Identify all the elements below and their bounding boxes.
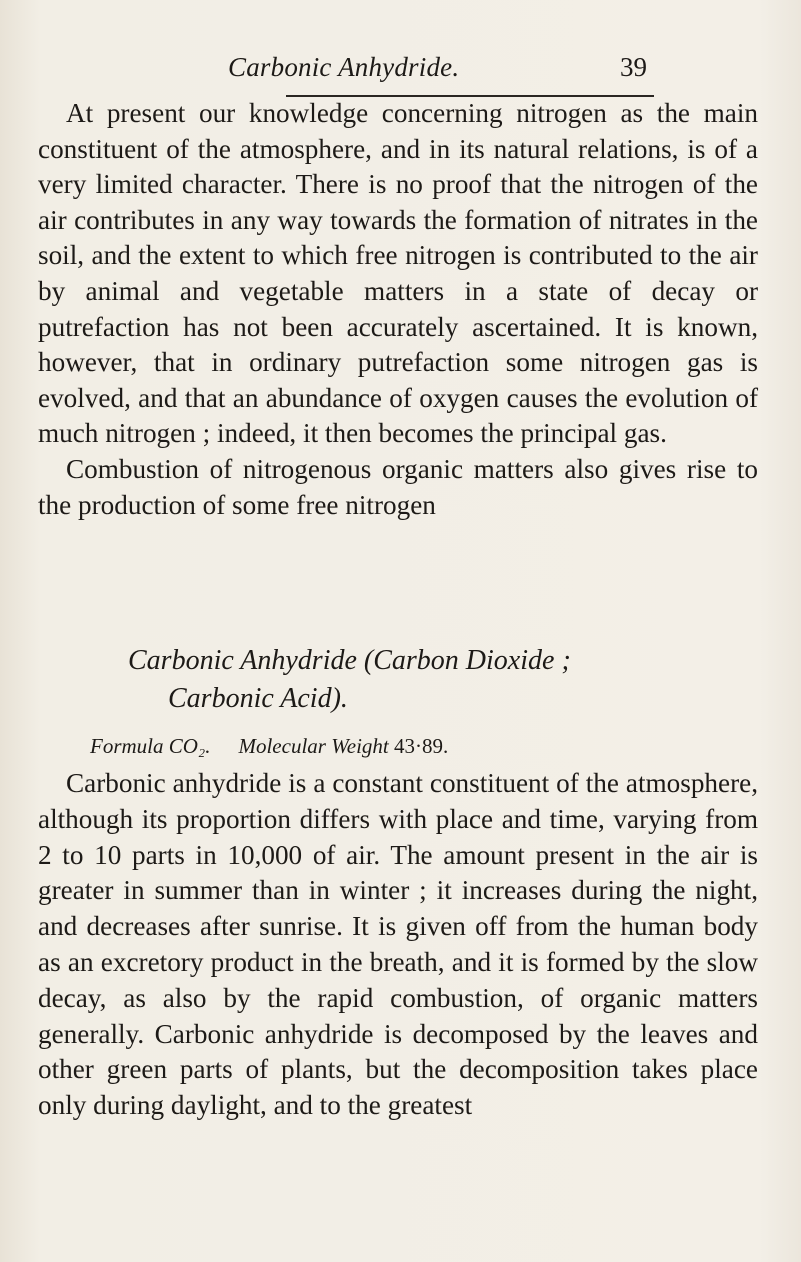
section-title-line-2: Carbonic Acid). [168, 683, 348, 714]
paragraph-combustion: Combustion of nitrogenous organic matters also gives rise to the production of some free nitrogen [38, 453, 758, 520]
formula-line [90, 734, 448, 759]
running-head [228, 52, 748, 92]
paragraph-carbonic-anhydride: Carbonic anhydride is a constant constituent of the atmosphere, although its proportion differs with place and time, varying from 2 to 10 parts in 10,000 of air. The amount present in the air is greater in summer than in winter ; it increases during the night, and decreases after sunrise. It is given off from the human body as an excretory product in the breath, and it is formed by the slow decay, as also by the rapid combustion, of organic matters generally. Carbonic anhydride is decomposed by the leaves and other green parts of plants, but the decomposition takes place only during daylight, and to the greatest [38, 768, 758, 1121]
nitrogen-text-block [38, 96, 758, 523]
molecular-weight-label: Molecular Weight [238, 734, 389, 758]
paragraph-nitrogen: At present our knowledge concerning nitrogen as the main constituent of the atmosphere, and in its natural relations, is of a very limited character. There is no proof that the nitrogen of the air contributes in any way towards the formation of nitrates in the soil, and the extent to which free nitrogen is contributed to the air by animal and vegetable matters in a state of decay or putrefaction has not been accurately ascertained. It is known, however, that in ordinary putrefaction some nitrogen gas is evolved, and that an abundance of oxygen causes the evolution of much nitrogen ; indeed, it then becomes the principal gas. [38, 98, 758, 449]
section-title-line-1: Carbonic Anhydride (Carbon Dioxide ; [128, 645, 571, 676]
page-number: 39 [620, 52, 647, 82]
running-head-title: Carbonic Anhydride. [228, 52, 460, 82]
molecular-weight-value: 43·89. [394, 734, 449, 758]
formula-label: Formula CO₂. [90, 734, 211, 758]
carbonic-text-block [38, 766, 758, 1124]
